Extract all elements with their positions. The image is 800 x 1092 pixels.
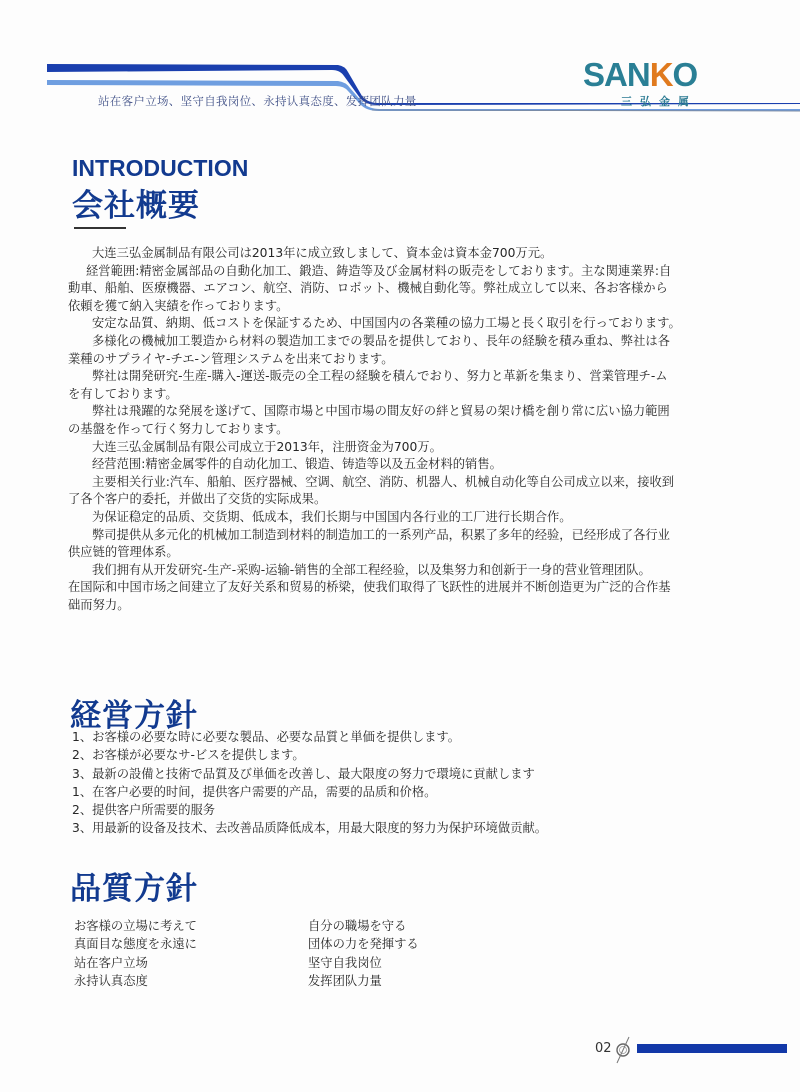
intro-jp-line: 依頼を獲て納入実績を作っております。	[68, 298, 289, 313]
management-policy-list	[72, 728, 547, 838]
quality-policy-left-column	[74, 917, 197, 990]
introduction-label: INTRODUCTION	[72, 155, 249, 181]
policy-item: 1、在客户必要的时间，提供客户需要的产品，需要的品质和价格。	[72, 784, 437, 799]
intro-jp-line: 経営範囲:精密金属部品の自動化加工、鍛造、鋳造等及び金属材料の販売をしております。主な関連業界:自	[86, 263, 672, 278]
intro-cn-line: 经营范围:精密金属零件的自动化加工、锻造、铸造等以及五金材料的销售。	[92, 457, 502, 472]
page-number: 02	[595, 1041, 612, 1056]
quality-item: 站在客户立场	[74, 955, 148, 970]
policy-item: 2、提供客户所需要的服务	[72, 803, 216, 818]
quality-item: 坚守自我岗位	[308, 955, 382, 970]
policy-item: 2、お客様が必要なサ-ビスを提供します。	[72, 748, 305, 763]
footer-accent-bar	[637, 1044, 787, 1053]
quality-item: 永持认真态度	[74, 973, 148, 988]
policy-item: 1、お客様の必要な時に必要な製品、必要な品質と単価を提供します。	[72, 730, 461, 744]
page-circle-slash-icon	[612, 1035, 634, 1065]
title-underline-divider	[74, 227, 126, 229]
intro-jp-line: 弊社は開発研究-生産-購入-運送-販売の全工程の経験を積んでおり、努力と革新を集まり、営業管理チ-ム	[92, 369, 668, 384]
intro-cn-line: 在国际和中国市场之间建立了友好关系和贸易的桥梁，使我们取得了飞跃性的进展并不断创造更为广泛的合作基	[68, 580, 671, 595]
logo-wordmark	[583, 58, 697, 92]
intro-jp-line: 動車、船舶、医療機器、エアコン、航空、消防、ロボット、機械自動化等。弊社成立して以来、各お客様から	[68, 281, 668, 296]
intro-cn-line: 为保证稳定的品质、交货期、低成本，我们长期与中国国内各行业的工厂进行长期合作。	[92, 509, 572, 524]
logo-word-left: SAN	[583, 56, 650, 93]
intro-cn-line: 大连三弘金属制品有限公司成立于2013年，注册资金为700万。	[92, 439, 442, 454]
quality-policy-title: 品質方針	[70, 871, 198, 907]
logo-word-right: O	[672, 56, 698, 93]
quality-policy-right-column	[308, 917, 419, 990]
introduction-body	[68, 245, 738, 614]
intro-cn-line: 础而努力。	[68, 597, 130, 612]
intro-cn-line: 供应链的管理体系。	[68, 545, 179, 560]
policy-item: 3、用最新的设备及技术、去改善品质降低成本，用最大限度的努力为保护环境做贡献。	[72, 821, 548, 836]
intro-jp-line: 弊社は飛躍的な発展を遂げて、国際市場と中国市場の間友好の絆と貿易の架け橋を創り常に広い協力範囲	[92, 404, 670, 419]
intro-jp-line: の基盤を作って行く努力しております。	[68, 421, 289, 436]
quality-item: お客様の立場に考えて	[74, 919, 197, 933]
logo-subtitle: 三弘金属	[621, 95, 697, 108]
intro-cn-line: 弊司提供从多元化的机械加工制造到材料的制造加工的一系列产品，积累了多年的经验，已经形成了各行业	[92, 527, 670, 542]
introduction-title: 会社概要	[72, 188, 200, 224]
intro-jp-line: 業種のサプライヤ-チエ-ン管理システムを出来ております。	[68, 351, 394, 366]
quality-item: 真面目な態度を永遠に	[74, 937, 197, 952]
header-slogan: 站在客户立场、坚守自我岗位、永持认真态度、发挥团队力量	[98, 94, 417, 108]
intro-jp-line: を有しております。	[68, 386, 178, 401]
intro-jp-line: 安定な品質、納期、低コストを保証するため、中国国内の各業種の協力工場と長く取引を行っております。	[92, 316, 681, 331]
quality-item: 发挥团队力量	[308, 973, 382, 988]
logo-word-k: K	[649, 56, 673, 93]
intro-jp-line: 大连三弘金属制品有限公司は2013年に成立致しまして、資本金は資本金700万元。	[92, 246, 553, 260]
management-policy-title: 経営方針	[70, 698, 198, 734]
quality-item: 団体の力を発揮する	[308, 937, 419, 952]
intro-jp-line: 多様化の機械加工製造から材料の製造加工までの製品を提供しており、長年の経験を積み重ね、弊社は各	[92, 333, 670, 348]
intro-cn-line: 我们拥有从开发研究-生产-采购-运输-销售的全部工程经验，以及集努力和创新于一身的营业管理团队。	[92, 562, 651, 577]
intro-cn-line: 了各个客户的委托，并做出了交货的实际成果。	[68, 492, 327, 507]
policy-item: 3、最新の設備と技術で品質及び単価を改善し、最大限度の努力で環境に貢献します	[72, 766, 535, 781]
sanko-logo	[583, 58, 713, 108]
intro-cn-line: 主要相关行业:汽车、船舶、医疗器械、空调、航空、消防、机器人、机械自动化等自公司成立以来，接收到	[92, 474, 675, 489]
quality-item: 自分の職場を守る	[308, 919, 407, 933]
